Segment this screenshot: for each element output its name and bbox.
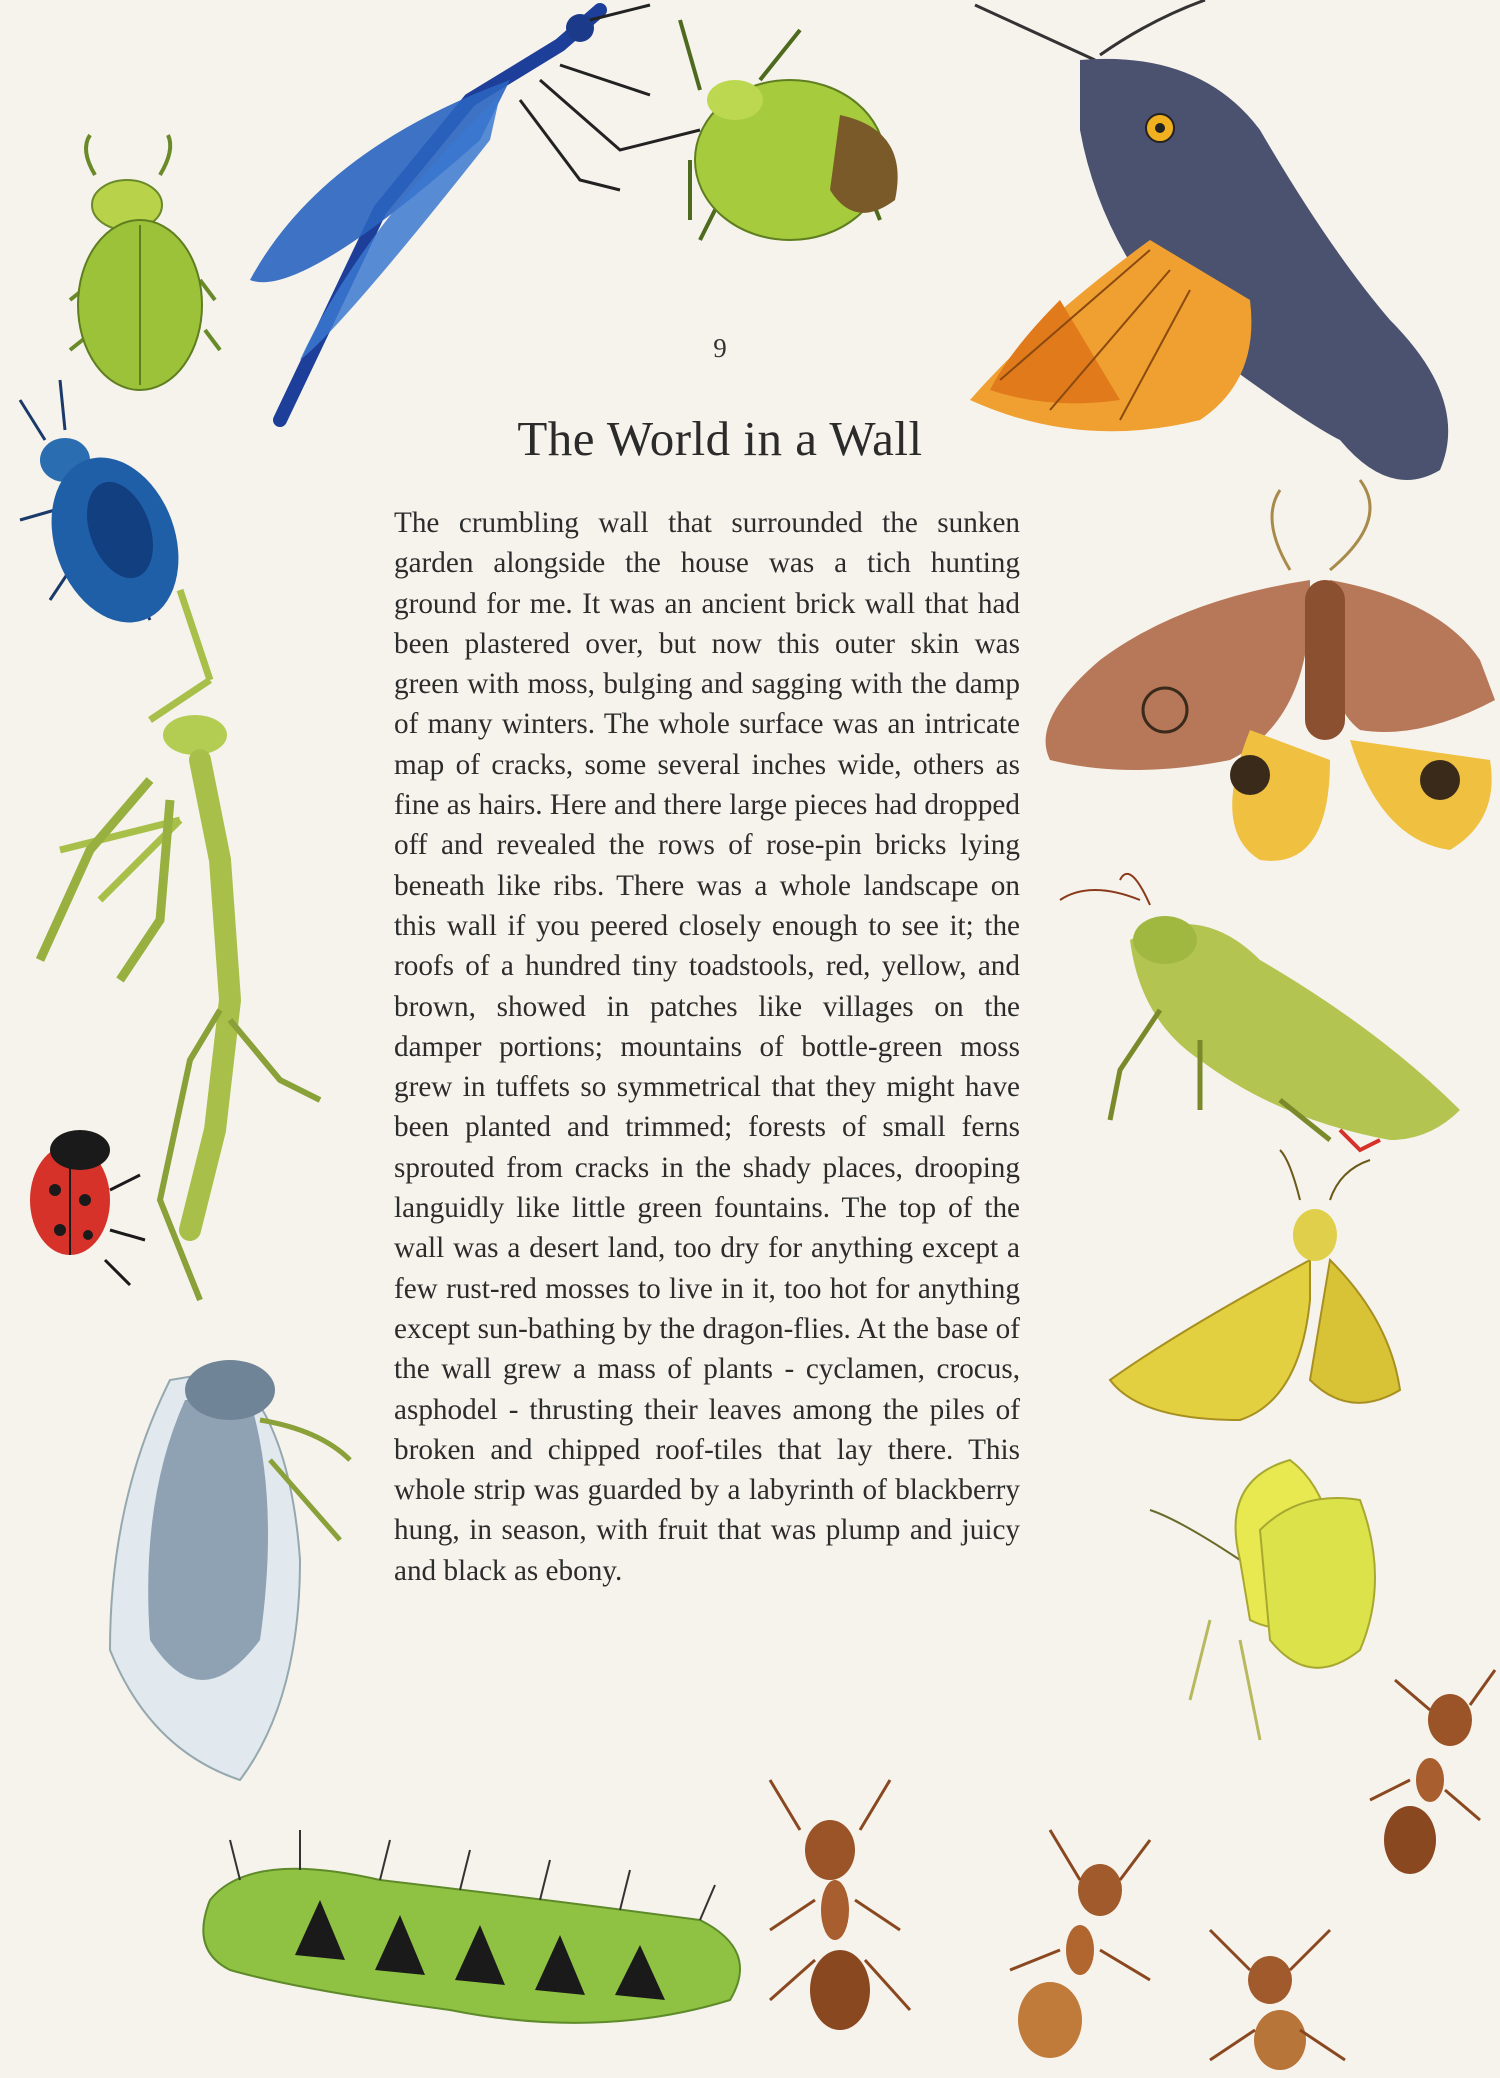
emperor-moth-illustration: [1046, 480, 1495, 861]
ladybird-illustration: [30, 1130, 145, 1285]
grasshopper-illustration: [1060, 874, 1460, 1150]
damselfly-illustration: [250, 5, 700, 420]
yellow-moth-illustration: [1110, 1150, 1400, 1420]
chapter-title: The World in a Wall: [517, 411, 923, 466]
ant-group-illustration: [770, 1670, 1495, 2070]
brimstone-butterfly-illustration: [1150, 1460, 1375, 1740]
green-beetle-illustration: [70, 135, 220, 390]
caterpillar-illustration: [203, 1830, 740, 2023]
blue-beetle-illustration: [20, 380, 200, 640]
cicada-illustration: [110, 1360, 350, 1780]
body-paragraph: The crumbling wall that surrounded the sunken garden alongside the house was a tich hunting ground for me. It was an ancient brick wall that had been plastered over, but now this outer skin was green with moss, bulging and sagging with the damp of many winters. The whole surface was an intricate map of cracks, some several inches wide, others as fine as hairs. Here and there large pieces had dropped off and revealed the rows of rose-pin bricks lying beneath like ribs. There was a whole landscape on this wall if you peered closely enough to see it; the roofs of a hundred tiny toadstools, red, yellow, and brown, showed in patches like villages on the damper portions; mountains of bottle-green moss grew in tuffets so symmetrical that they might have been planted and trimmed; forests of small ferns sprouted from cracks in the shady places, drooping languidly like little green fountains. The top of the wall was a desert land, too dry for anything except a few rust-red mosses to live in it, too hot for anything except sun-bathing by the dragon-flies. At the base of the wall grew a mass of plants - cyclamen, crocus, asphodel - thrusting their leaves among the piles of broken and chipped roof-tiles that lay there. This whole strip was guarded by a labyrinth of blackberry hung, in season, with fruit that was plump and juicy and black as ebony.: [394, 507, 1020, 1587]
hawk-moth-illustration: [970, 0, 1448, 480]
shield-bug-illustration: [680, 20, 898, 240]
page-number: 9: [713, 333, 727, 363]
